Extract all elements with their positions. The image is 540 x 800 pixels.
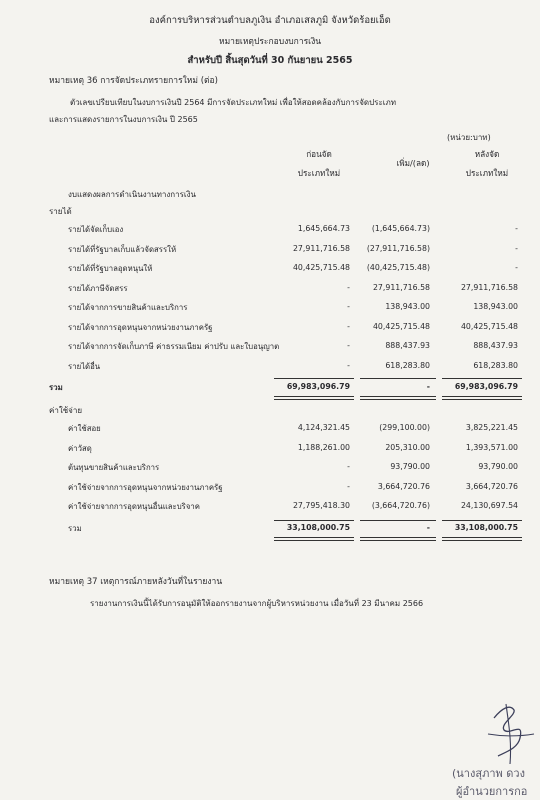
signatory-name: (นางสุภาพ ดวง	[452, 767, 525, 780]
revenue-row-change: (1,645,664.73)	[371, 224, 430, 233]
revenue-total-after: 69,983,096.79	[454, 382, 518, 391]
expense-row-change: (3,664,720.76)	[371, 501, 430, 510]
revenue-row-change: 138,943.00	[385, 302, 430, 311]
revenue-row-after: 40,425,715.48	[460, 321, 518, 331]
expense-before-total-double-line	[274, 537, 354, 541]
revenue-after-total-double-line	[442, 396, 522, 400]
revenue-before-subtotal-line	[274, 378, 354, 379]
revenue-row-label: รายได้จากการอุดหนุนจากหน่วยงานภาครัฐ	[68, 322, 213, 332]
expense-row-before: 27,795,418.30	[292, 501, 350, 510]
expense-row-after: 3,664,720.76	[465, 481, 518, 491]
expense-change-total-double-line	[360, 537, 436, 541]
note37-title: หมายเหตุ 37 เหตุการณ์ภายหลังวันที่ในรายงาน	[49, 577, 223, 587]
revenue-before-total-double-line	[274, 396, 354, 400]
org-title: องค์การบริหารส่วนตำบลภูเงิน อำเภอเสลภูมิ จังหวัดร้อยเอ็ด	[149, 15, 391, 26]
revenue-row-change: 618,283.80	[385, 360, 430, 370]
revenue-row-after: -	[515, 243, 518, 253]
revenue-section-label: รายได้	[49, 207, 72, 216]
revenue-row-change: 27,911,716.58	[372, 282, 430, 292]
expense-row-change: 205,310.00	[385, 442, 430, 452]
revenue-row-after: 888,437.93	[473, 341, 518, 350]
revenue-row-after: 138,943.00	[473, 302, 518, 311]
signatory-title: ผู้อำนวยการกอ	[456, 785, 528, 798]
expense-after-total-double-line	[442, 537, 522, 541]
expense-row-after: 3,825,221.45	[465, 423, 518, 432]
revenue-row-label: รายได้ที่รัฐบาลเก็บแล้วจัดสรรให้	[68, 244, 177, 254]
expense-change-subtotal-line	[360, 520, 436, 521]
revenue-row-label: รายได้ภาษีจัดสรร	[68, 283, 128, 293]
revenue-row-before: -	[347, 341, 350, 350]
expense-after-subtotal-line	[442, 520, 522, 521]
expense-section-label: ค่าใช้จ่าย	[49, 406, 83, 415]
period-title: สำหรับปี สิ้นสุดวันที่ 30 กันยายน 2565	[187, 55, 353, 66]
expense-row-label: ค่าใช้จ่ายจากการอุดหนุนจากหน่วยงานภาครัฐ	[68, 482, 223, 492]
expense-row-label: ค่าใช้สอย	[68, 424, 101, 433]
expense-row-change: 3,664,720.76	[377, 481, 430, 491]
expense-row-after: 1,393,571.00	[465, 442, 518, 452]
col-before-header-line2: ประเภทใหม่	[297, 168, 341, 178]
revenue-row-change: (27,911,716.58)	[366, 243, 430, 253]
revenue-row-change: (40,425,715.48)	[366, 263, 430, 272]
revenue-row-before: -	[347, 321, 350, 331]
revenue-row-after: 618,283.80	[473, 360, 518, 370]
revenue-total-change: -	[426, 382, 430, 391]
expense-total-label: รวม	[68, 524, 82, 533]
revenue-row-after: -	[515, 263, 518, 272]
expense-row-after: 24,130,697.54	[460, 501, 518, 510]
revenue-row-change: 40,425,715.48	[372, 321, 430, 331]
expense-total-after: 33,108,000.75	[454, 523, 518, 532]
revenue-row-label: รายได้จากการจัดเก็บภาษี ค่าธรรมเนียม ค่าปรับ และใบอนุญาต	[68, 342, 280, 351]
revenue-row-label: รายได้อื่น	[68, 361, 101, 371]
revenue-change-total-double-line	[360, 396, 436, 400]
col-change-header: เพิ่ม/(ลด)	[396, 158, 430, 168]
document-subtitle: หมายเหตุประกอบงบการเงิน	[218, 37, 322, 47]
revenue-row-before: -	[347, 360, 350, 370]
note36-title: หมายเหตุ 36 การจัดประเภทรายการใหม่ (ต่อ)	[49, 76, 218, 86]
revenue-row-label: รายได้ที่รัฐบาลอุดหนุนให้	[68, 264, 153, 273]
expense-before-subtotal-line	[274, 520, 354, 521]
expense-row-change: 93,790.00	[390, 462, 430, 471]
revenue-row-change: 888,437.93	[385, 341, 430, 350]
revenue-row-before: -	[347, 302, 350, 311]
unit-label: (หน่วย:บาท)	[447, 133, 491, 142]
revenue-change-subtotal-line	[360, 378, 436, 379]
expense-row-after: 93,790.00	[478, 462, 518, 471]
col-before-header-line1: ก่อนจัด	[306, 149, 332, 159]
revenue-row-before: 27,911,716.58	[292, 243, 350, 253]
revenue-after-subtotal-line	[442, 378, 522, 379]
revenue-row-before: 40,425,715.48	[292, 263, 350, 272]
revenue-row-label: รายได้จัดเก็บเอง	[68, 225, 124, 234]
expense-row-before: 4,124,321.45	[297, 423, 350, 432]
expense-row-before: 1,188,261.00	[297, 442, 350, 452]
expense-row-before: -	[347, 481, 350, 491]
revenue-row-after: 27,911,716.58	[460, 282, 518, 292]
expense-row-label: ค่าใช้จ่ายจากการอุดหนุนอื่นและบริจาค	[68, 502, 201, 511]
expense-total-before: 33,108,000.75	[286, 523, 350, 532]
revenue-row-before: 1,645,664.73	[297, 224, 350, 233]
expense-row-change: (299,100.00)	[379, 423, 430, 432]
revenue-total-label: รวม	[49, 383, 63, 392]
expense-row-before: -	[347, 462, 350, 471]
revenue-total-before: 69,983,096.79	[286, 382, 350, 391]
revenue-row-label: รายได้จากการขายสินค้าและบริการ	[68, 303, 188, 312]
expense-total-change: -	[426, 523, 430, 532]
statement-title: งบแสดงผลการดำเนินงานทางการเงิน	[68, 190, 196, 199]
revenue-row-before: -	[347, 282, 350, 292]
signature-mark	[480, 690, 540, 770]
expense-row-label: ต้นทุนขายสินค้าและบริการ	[68, 463, 160, 472]
expense-row-label: ค่าวัสดุ	[68, 443, 92, 453]
revenue-row-after: -	[515, 224, 518, 233]
col-after-header-line2: ประเภทใหม่	[465, 168, 509, 178]
note36-paragraph-line1: ตัวเลขเปรียบเทียบในงบการเงินปี 2564 มีการจัดประเภทใหม่ เพื่อให้สอดคล้องกับการจัดประเภท	[70, 98, 397, 107]
note36-paragraph-line2: และการแสดงรายการในงบการเงิน ปี 2565	[49, 115, 198, 124]
col-after-header-line1: หลังจัด	[474, 149, 500, 159]
note37-text: รายงานการเงินนี้ได้รับการอนุมัติให้ออกรายงานจากผู้บริหารหน่วยงาน เมื่อวันที่ 23 มีนาคม 2566	[90, 599, 424, 608]
